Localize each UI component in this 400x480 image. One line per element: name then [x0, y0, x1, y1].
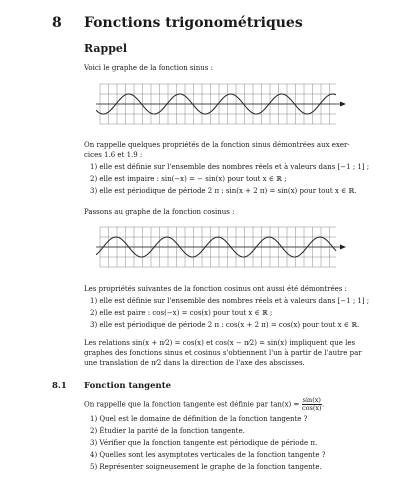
sine-graph	[96, 82, 346, 126]
cosine-graph	[96, 225, 346, 269]
chapter-number: 8	[52, 15, 62, 31]
tangent-definition: On rappelle que la fonction tangente est définie par tan(x) = $\frac{\sin(x)}{\cos(x)}$ .	[84, 396, 325, 412]
sin-prop: 1) elle est définie sur l'ensemble des nombres réels et à valeurs dans [−1 ; 1] ;	[90, 163, 370, 171]
exercise-item: 5) Représenter soigneusement le graphe de la fonction tangente.	[90, 463, 322, 471]
cos-prop: 2) elle est paire : cos(−x) = cos(x) pour tout x ∈ ℝ ;	[90, 309, 273, 317]
sin-props-intro-a: On rappelle quelques propriétés de la fonction sinus démontrées aux exer-	[84, 141, 350, 149]
relations-line: une translation de π⁄2 dans la direction de l'axe des abscisses.	[84, 359, 305, 367]
sin-intro: Voici le graphe de la fonction sinus :	[84, 64, 213, 72]
x-axis-arrow	[340, 245, 346, 250]
tangent-fraction	[302, 397, 322, 412]
section-number: 8.1	[52, 381, 67, 391]
rappel-heading: Rappel	[84, 42, 128, 55]
exercise-item: 2) Étudier la parité de la fonction tangente.	[90, 427, 245, 435]
section-title: Fonction tangente	[84, 381, 172, 391]
sin-props-intro-b: cices 1.6 et 1.9 :	[84, 151, 143, 159]
cos-prop: 1) elle est définie sur l'ensemble des nombres réels et à valeurs dans [−1 ; 1] ;	[90, 297, 370, 305]
exercise-item: 3) Vérifier que la fonction tangente est périodique de période π.	[90, 439, 318, 447]
exercise-item: 4) Quelles sont les asymptotes verticales de la fonction tangente ?	[90, 451, 326, 459]
relations-line: Les relations sin(x + π⁄2) = cos(x) et cos(x − π⁄2) = sin(x) impliquent que les	[84, 339, 356, 347]
cos-props-intro: Les propriétés suivantes de la fonction cosinus ont aussi été démontrées :	[84, 285, 347, 293]
tangent-definition-text: On rappelle que la fonction tangente est définie par tan(x) =	[84, 400, 300, 409]
relations-line: graphes des fonctions sinus et cosinus s'obtiennent l'un à partir de l'autre par	[84, 349, 362, 357]
sin-prop: 2) elle est impaire : sin(−x) = − sin(x) pour tout x ∈ ℝ ;	[90, 175, 287, 183]
cos-intro: Passons au graphe de la fonction cosinus :	[84, 208, 235, 216]
exercise-item: 1) Quel est le domaine de définition de la fonction tangente ?	[90, 415, 308, 423]
x-axis-arrow	[340, 102, 346, 107]
sin-prop: 3) elle est périodique de période 2 π : sin(x + 2 π) = sin(x) pour tout x ∈ ℝ.	[90, 187, 357, 195]
cos-prop: 3) elle est périodique de période 2 π : cos(x + 2 π) = cos(x) pour tout x ∈ ℝ.	[90, 321, 360, 329]
fraction-denominator: cos(x)	[301, 404, 322, 412]
fraction-numerator: sin(x)	[302, 396, 321, 404]
chapter-title: Fonctions trigonométriques	[84, 15, 303, 31]
